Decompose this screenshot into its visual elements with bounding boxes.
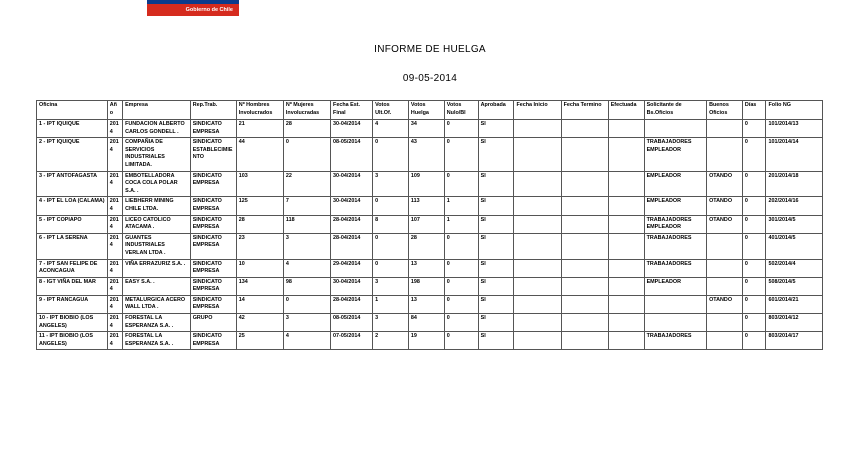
mujeres-cell: 3 — [283, 233, 330, 259]
table-row — [37, 120, 823, 138]
anio-cell: 2014 — [107, 259, 122, 277]
votos-nulo-cell: 0 — [444, 277, 478, 295]
fecha-est-final-cell: 07-05/2014 — [331, 332, 373, 350]
table-row — [37, 259, 823, 277]
votos-nulo-cell: 0 — [444, 233, 478, 259]
votos-ult-of-cell: 8 — [373, 215, 409, 233]
table-body — [37, 120, 823, 350]
fecha-inicio-cell — [514, 120, 561, 138]
empresa-cell: METALURGICA ACERO WALL LTDA . — [123, 295, 191, 313]
strike-report-table — [36, 100, 823, 350]
oficina-cell: 8 - IGT VIÑA DEL MAR — [37, 277, 108, 295]
efectuada-cell — [608, 120, 644, 138]
votos-ult-of-cell: 0 — [373, 233, 409, 259]
votos-huelga-cell: 198 — [408, 277, 444, 295]
votos-nulo-cell: 0 — [444, 171, 478, 197]
efectuada-cell — [608, 314, 644, 332]
oficina-cell: 9 - IPT RANCAGUA — [37, 295, 108, 313]
rep-trab-cell: SINDICATO EMPRESA — [190, 233, 236, 259]
fecha-termino-cell — [561, 277, 608, 295]
fecha-inicio-cell — [514, 215, 561, 233]
votos-nulo-cell: 0 — [444, 332, 478, 350]
fecha-est-final-cell: 30-04/2014 — [331, 120, 373, 138]
buenos-oficios-cell — [707, 233, 743, 259]
votos-huelga-cell: 107 — [408, 215, 444, 233]
hombres-cell: 44 — [236, 138, 283, 171]
buenos-oficios-cell — [707, 138, 743, 171]
oficina-cell: 1 - IPT IQUIQUE — [37, 120, 108, 138]
anio-cell: 2014 — [107, 233, 122, 259]
solicitante-cell — [644, 120, 707, 138]
empresa-cell: COMPAÑIA DE SERVICIOS INDUSTRIALES LIMITADA. — [123, 138, 191, 171]
report-date: 09-05-2014 — [402, 73, 458, 84]
mujeres-cell: 4 — [283, 332, 330, 350]
column-header: Año — [107, 101, 122, 120]
mujeres-cell: 3 — [283, 314, 330, 332]
mujeres-cell: 118 — [283, 215, 330, 233]
votos-huelga-cell: 13 — [408, 259, 444, 277]
aprobada-cell: SI — [478, 120, 514, 138]
efectuada-cell — [608, 138, 644, 171]
fecha-inicio-cell — [514, 277, 561, 295]
column-header: Votos Huelga — [408, 101, 444, 120]
fecha-est-final-cell: 08-05/2014 — [331, 314, 373, 332]
fecha-inicio-cell — [514, 197, 561, 215]
column-header: Folio NG — [766, 101, 823, 120]
votos-nulo-cell: 0 — [444, 314, 478, 332]
hombres-cell: 25 — [236, 332, 283, 350]
solicitante-cell — [644, 295, 707, 313]
column-header: Días — [742, 101, 766, 120]
votos-ult-of-cell: 3 — [373, 314, 409, 332]
aprobada-cell: SI — [478, 215, 514, 233]
folio-cell: 202/2014/16 — [766, 197, 823, 215]
aprobada-cell: SI — [478, 295, 514, 313]
votos-ult-of-cell: 3 — [373, 171, 409, 197]
aprobada-cell: SI — [478, 314, 514, 332]
column-header: Fecha Inicio — [514, 101, 561, 120]
hombres-cell: 125 — [236, 197, 283, 215]
fecha-termino-cell — [561, 215, 608, 233]
fecha-est-final-cell: 29-04/2014 — [331, 259, 373, 277]
buenos-oficios-cell — [707, 259, 743, 277]
rep-trab-cell: GRUPO — [190, 314, 236, 332]
mujeres-cell: 7 — [283, 197, 330, 215]
hombres-cell: 134 — [236, 277, 283, 295]
rep-trab-cell: SINDICATO EMPRESA — [190, 277, 236, 295]
hombres-cell: 42 — [236, 314, 283, 332]
column-header: Oficina — [37, 101, 108, 120]
efectuada-cell — [608, 215, 644, 233]
hombres-cell: 10 — [236, 259, 283, 277]
column-header: Aprobada — [478, 101, 514, 120]
mujeres-cell: 22 — [283, 171, 330, 197]
oficina-cell: 11 - IPT BIOBIO (LOS ANGELES) — [37, 332, 108, 350]
table-row — [37, 277, 823, 295]
buenos-oficios-cell: OTANDO — [707, 295, 743, 313]
rep-trab-cell: SINDICATO EMPRESA — [190, 197, 236, 215]
buenos-oficios-cell: OTANDO — [707, 171, 743, 197]
votos-huelga-cell: 28 — [408, 233, 444, 259]
votos-nulo-cell: 1 — [444, 215, 478, 233]
rep-trab-cell: SINDICATO ESTABLECIMIENTO — [190, 138, 236, 171]
dias-cell: 0 — [742, 259, 766, 277]
votos-huelga-cell: 13 — [408, 295, 444, 313]
mujeres-cell: 0 — [283, 138, 330, 171]
solicitante-cell: EMPLEADOR — [644, 197, 707, 215]
fecha-termino-cell — [561, 120, 608, 138]
table-row — [37, 215, 823, 233]
votos-ult-of-cell: 3 — [373, 277, 409, 295]
dias-cell: 0 — [742, 277, 766, 295]
votos-ult-of-cell: 2 — [373, 332, 409, 350]
dias-cell: 0 — [742, 138, 766, 171]
fecha-termino-cell — [561, 314, 608, 332]
column-header: Efectuada — [608, 101, 644, 120]
folio-cell: 201/2014/18 — [766, 171, 823, 197]
fecha-termino-cell — [561, 259, 608, 277]
efectuada-cell — [608, 197, 644, 215]
dias-cell: 0 — [742, 215, 766, 233]
votos-huelga-cell: 109 — [408, 171, 444, 197]
anio-cell: 2014 — [107, 314, 122, 332]
solicitante-cell: TRABAJADORES — [644, 259, 707, 277]
votos-ult-of-cell: 1 — [373, 295, 409, 313]
efectuada-cell — [608, 332, 644, 350]
anio-cell: 2014 — [107, 138, 122, 171]
oficina-cell: 4 - IPT EL LOA (CALAMA) — [37, 197, 108, 215]
fecha-est-final-cell: 30-04/2014 — [331, 277, 373, 295]
folio-cell: 301/2014/5 — [766, 215, 823, 233]
efectuada-cell — [608, 171, 644, 197]
buenos-oficios-cell — [707, 120, 743, 138]
fecha-termino-cell — [561, 233, 608, 259]
aprobada-cell: SI — [478, 171, 514, 197]
anio-cell: 2014 — [107, 197, 122, 215]
fecha-inicio-cell — [514, 314, 561, 332]
solicitante-cell: EMPLEADOR — [644, 171, 707, 197]
mujeres-cell: 4 — [283, 259, 330, 277]
anio-cell: 2014 — [107, 215, 122, 233]
votos-ult-of-cell: 0 — [373, 138, 409, 171]
fecha-inicio-cell — [514, 138, 561, 171]
anio-cell: 2014 — [107, 277, 122, 295]
anio-cell: 2014 — [107, 171, 122, 197]
fecha-termino-cell — [561, 197, 608, 215]
table-row — [37, 295, 823, 313]
rep-trab-cell: SINDICATO EMPRESA — [190, 171, 236, 197]
efectuada-cell — [608, 259, 644, 277]
hombres-cell: 103 — [236, 171, 283, 197]
anio-cell: 2014 — [107, 120, 122, 138]
aprobada-cell: SI — [478, 332, 514, 350]
hombres-cell: 14 — [236, 295, 283, 313]
votos-huelga-cell: 113 — [408, 197, 444, 215]
oficina-cell: 6 - IPT LA SERENA — [37, 233, 108, 259]
empresa-cell: FORESTAL LA ESPERANZA S.A. . — [123, 332, 191, 350]
solicitante-cell: TRABAJADORES EMPLEADOR — [644, 138, 707, 171]
dias-cell: 0 — [742, 314, 766, 332]
column-header: Votos Nulo/Bl — [444, 101, 478, 120]
folio-cell: 401/2014/5 — [766, 233, 823, 259]
empresa-cell: VIÑA ERRAZURIZ S.A. . — [123, 259, 191, 277]
solicitante-cell: TRABAJADORES — [644, 233, 707, 259]
table-row — [37, 233, 823, 259]
solicitante-cell: EMPLEADOR — [644, 277, 707, 295]
efectuada-cell — [608, 295, 644, 313]
solicitante-cell: TRABAJADORES — [644, 332, 707, 350]
fecha-inicio-cell — [514, 233, 561, 259]
votos-nulo-cell: 0 — [444, 295, 478, 313]
buenos-oficios-cell: OTANDO — [707, 215, 743, 233]
folio-cell: 803/2014/12 — [766, 314, 823, 332]
fecha-est-final-cell: 28-04/2014 — [331, 233, 373, 259]
votos-nulo-cell: 0 — [444, 259, 478, 277]
fecha-est-final-cell: 28-04/2014 — [331, 295, 373, 313]
solicitante-cell: TRABAJADORES EMPLEADOR — [644, 215, 707, 233]
oficina-cell: 3 - IPT ANTOFAGASTA — [37, 171, 108, 197]
oficina-cell: 7 - IPT SAN FELIPE DE ACONCAGUA — [37, 259, 108, 277]
fecha-est-final-cell: 08-05/2014 — [331, 138, 373, 171]
fecha-termino-cell — [561, 295, 608, 313]
dias-cell: 0 — [742, 171, 766, 197]
anio-cell: 2014 — [107, 295, 122, 313]
table-row — [37, 197, 823, 215]
solicitante-cell — [644, 314, 707, 332]
table-header-row — [37, 101, 823, 120]
efectuada-cell — [608, 233, 644, 259]
mujeres-cell: 98 — [283, 277, 330, 295]
column-header: Solicitante de Bs.Oficios — [644, 101, 707, 120]
column-header: Fecha Est. Final — [331, 101, 373, 120]
column-header: Rep.Trab. — [190, 101, 236, 120]
folio-cell: 502/2014/4 — [766, 259, 823, 277]
empresa-cell: FORESTAL LA ESPERANZA S.A. . — [123, 314, 191, 332]
dias-cell: 0 — [742, 332, 766, 350]
votos-ult-of-cell: 0 — [373, 259, 409, 277]
rep-trab-cell: SINDICATO EMPRESA — [190, 120, 236, 138]
dias-cell: 0 — [742, 233, 766, 259]
buenos-oficios-cell — [707, 332, 743, 350]
fecha-est-final-cell: 28-04/2014 — [331, 215, 373, 233]
column-header: Nº Mujeres Involucradas — [283, 101, 330, 120]
empresa-cell: LICEO CATOLICO ATACAMA . — [123, 215, 191, 233]
empresa-cell: GUANTES INDUSTRIALES VERLAN LTDA . — [123, 233, 191, 259]
fecha-est-final-cell: 30-04/2014 — [331, 197, 373, 215]
votos-nulo-cell: 0 — [444, 138, 478, 171]
votos-huelga-cell: 43 — [408, 138, 444, 171]
column-header: Empresa — [123, 101, 191, 120]
rep-trab-cell: SINDICATO EMPRESA — [190, 259, 236, 277]
aprobada-cell: SI — [478, 197, 514, 215]
hombres-cell: 21 — [236, 120, 283, 138]
table-row — [37, 138, 823, 171]
fecha-inicio-cell — [514, 332, 561, 350]
efectuada-cell — [608, 277, 644, 295]
votos-huelga-cell: 19 — [408, 332, 444, 350]
report-title: INFORME DE HUELGA — [374, 44, 486, 55]
votos-huelga-cell: 34 — [408, 120, 444, 138]
rep-trab-cell: SINDICATO EMPRESA — [190, 295, 236, 313]
oficina-cell: 10 - IPT BIOBIO (LOS ANGELES) — [37, 314, 108, 332]
dias-cell: 0 — [742, 295, 766, 313]
column-header: Buenos Oficios — [707, 101, 743, 120]
mujeres-cell: 28 — [283, 120, 330, 138]
anio-cell: 2014 — [107, 332, 122, 350]
fecha-termino-cell — [561, 171, 608, 197]
votos-nulo-cell: 1 — [444, 197, 478, 215]
oficina-cell: 2 - IPT IQUIQUE — [37, 138, 108, 171]
column-header: Votos Ult.Of. — [373, 101, 409, 120]
table-row — [37, 332, 823, 350]
aprobada-cell: SI — [478, 259, 514, 277]
hombres-cell: 28 — [236, 215, 283, 233]
rep-trab-cell: SINDICATO EMPRESA — [190, 332, 236, 350]
fecha-est-final-cell: 30-04/2014 — [331, 171, 373, 197]
votos-nulo-cell: 0 — [444, 120, 478, 138]
oficina-cell: 5 - IPT COPIAPO — [37, 215, 108, 233]
buenos-oficios-cell: OTANDO — [707, 197, 743, 215]
column-header: Nº Hombres Involucrados — [236, 101, 283, 120]
column-header: Fecha Termino — [561, 101, 608, 120]
fecha-inicio-cell — [514, 171, 561, 197]
buenos-oficios-cell — [707, 314, 743, 332]
folio-cell: 101/2014/13 — [766, 120, 823, 138]
buenos-oficios-cell — [707, 277, 743, 295]
votos-ult-of-cell: 4 — [373, 120, 409, 138]
hombres-cell: 23 — [236, 233, 283, 259]
dias-cell: 0 — [742, 197, 766, 215]
gobierno-de-chile-logo — [147, 0, 239, 16]
aprobada-cell: SI — [478, 277, 514, 295]
logo-label: Gobierno de Chile — [147, 4, 239, 16]
fecha-termino-cell — [561, 138, 608, 171]
table-row — [37, 314, 823, 332]
rep-trab-cell: SINDICATO EMPRESA — [190, 215, 236, 233]
fecha-termino-cell — [561, 332, 608, 350]
votos-huelga-cell: 84 — [408, 314, 444, 332]
dias-cell: 0 — [742, 120, 766, 138]
folio-cell: 803/2014/17 — [766, 332, 823, 350]
fecha-inicio-cell — [514, 259, 561, 277]
mujeres-cell: 0 — [283, 295, 330, 313]
votos-ult-of-cell: 0 — [373, 197, 409, 215]
empresa-cell: FUNDACION ALBERTO CARLOS GONDELL . — [123, 120, 191, 138]
empresa-cell: LIEBHERR MINING CHILE LTDA. — [123, 197, 191, 215]
folio-cell: 601/2014/21 — [766, 295, 823, 313]
aprobada-cell: SI — [478, 233, 514, 259]
aprobada-cell: SI — [478, 138, 514, 171]
table-row — [37, 171, 823, 197]
fecha-inicio-cell — [514, 295, 561, 313]
empresa-cell: EMBOTELLADORA COCA COLA POLAR S.A. . — [123, 171, 191, 197]
folio-cell: 508/2014/5 — [766, 277, 823, 295]
empresa-cell: EASY S.A. . — [123, 277, 191, 295]
folio-cell: 101/2014/14 — [766, 138, 823, 171]
